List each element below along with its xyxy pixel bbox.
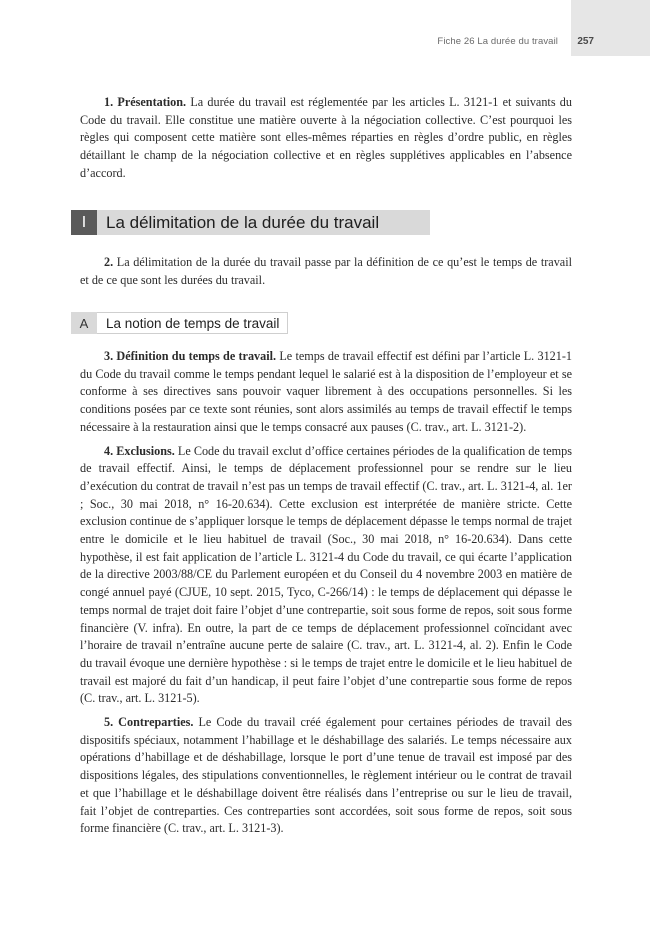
paragraph-number: 3. Définition du temps de travail.	[104, 349, 277, 363]
paragraph-5	[80, 714, 572, 838]
running-header: Fiche 26 La durée du travail	[437, 36, 558, 47]
paragraph-4	[80, 443, 572, 709]
paragraph-text: Le Code du travail exclut d’office certaines périodes de la qualification de temps de travail effectif. Ainsi, le temps de déplacement professionnel pour se rendre sur le lieu d’exécution du contrat de travail n’est pas un temps de travail effectif (C. trav., art. L. 3121-4, al. 1er ; Soc., 30 mai 2018, n° 16-20.634). Cette exclusion est interprétée de manière stricte. Cette exclusion continue de s’appliquer lorsque le temps de déplacement dépasse le temps normal de trajet entre le domicile et le lieu habituel de travail (Soc., 30 mai 2018, n° 16-20.634). Dans cette hypothèse, il est fait application de l’article L. 3121-4 du Code du travail, ce qui écarte l’application de la directive 2003/88/CE du Parlement européen et du Conseil du 4 novembre 2003 en matière de congé annuel payé (CJUE, 10 sept. 2015, Tyco, C-266/14) : le temps de déplacement qui dépasse le temps normal de trajet doit faire l’objet d’une contrepartie, soit sous forme de repos, soit sous forme financière (V. infra). En outre, la part de ce temps de déplacement professionnel coïncidant avec l’horaire de travail n’entraîne aucune perte de salaire (C. trav., art. L. 3121-4, al. 2). Enfin le Code du travail évoque une dernière hypothèse : si le temps de trajet entre le domicile et le lieu habituel de travail est majoré du fait d’un handicap, il peut faire l’objet d’une contrepartie sous forme de repos (C. trav., art. L. 3121-5).	[80, 443, 572, 706]
paragraph-number: 2.	[104, 255, 114, 269]
paragraph-text: La durée du travail est réglementée par les articles L. 3121-1 et suivants du Code du travail. Elle constitue une matière ouverte à la négociation collective. C’est pourquoi les règles qui composent cette matière sont elles-mêmes réparties en règles d’ordre public, en règles détaillant le champ de la négociation collective et en règles supplétives applicables en l’absence d’accord.	[80, 95, 572, 180]
section-heading	[71, 210, 430, 235]
paragraph-2	[80, 254, 572, 289]
subsection-letter: A	[71, 312, 97, 334]
subsection-heading	[71, 312, 288, 334]
paragraph-number: 5. Contreparties.	[104, 715, 194, 730]
paragraph-text: Le Code du travail créé également pour certaines périodes de travail des dispositifs spéciaux, notamment l’habillage et le déshabillage des salariés. Le temps nécessaire aux opérations d’habillage et de déshabillage, lorsque le port d’une tenue de travail est imposé par des dispositions légales, des stipulations conventionnelles, le règlement intérieur ou le contrat de travail et que l’habillage et le déshabillage doivent être réalisés dans l’entreprise ou sur le lieu de travail, fait l’objet de contreparties. Ces contreparties sont accordées, soit sous forme de repos, soit sous forme financière (C. trav., art. L. 3121-3).	[80, 715, 572, 836]
paragraph-number: 4. Exclusions.	[104, 443, 175, 458]
page-number: 257	[577, 36, 594, 47]
subsection-title: La notion de temps de travail	[97, 312, 288, 334]
section-title: La délimitation de la durée du travail	[106, 212, 380, 232]
paragraph-text: Le temps de travail effectif est défini par l’article L. 3121-1 du Code du travail comme le temps pendant lequel le salarié est à la disposition de l’employeur et se conforme à ses directives sans pouvoir vaquer librement à des occupations personnelles. Si les conditions posées par ce texte sont réunies, sont alors assimilés au temps de travail effectif le temps nécessaire à la restauration ainsi que le temps consacré aux pauses (C. trav., art. L. 3121-2).	[80, 349, 573, 434]
intro-block	[80, 94, 572, 183]
paragraph-1	[80, 94, 572, 183]
paragraph-3	[80, 348, 572, 437]
paragraph-text: La délimitation de la durée du travail passe par la définition de ce qu’est le temps de travail et de ce que sont les durées du travail.	[80, 255, 572, 287]
header-tab	[571, 0, 650, 56]
paragraph-number: 1. Présentation.	[104, 95, 187, 109]
main-text-block	[80, 348, 572, 838]
section-intro-block	[80, 254, 572, 289]
section-numeral: I	[71, 210, 97, 235]
